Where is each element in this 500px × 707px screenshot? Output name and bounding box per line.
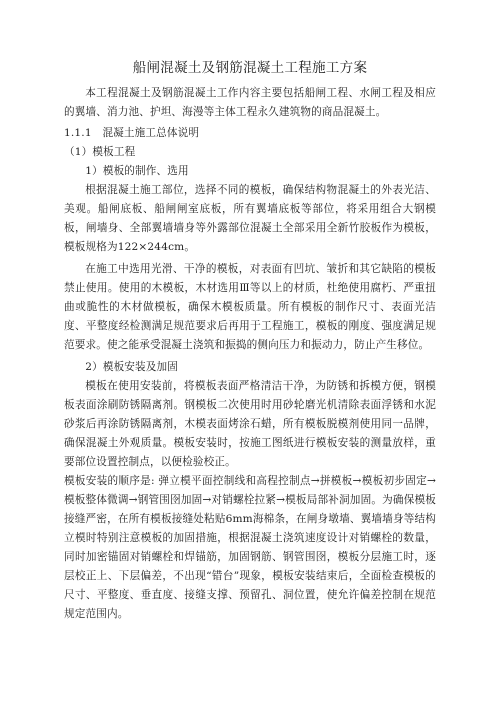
- item1-paragraph-2: 在施工中选用光滑、干净的模板，对表面有凹坑、皱折和其它缺陷的模板禁止使用。使用的木模板，木材选用Ⅲ等以上的材质，杜绝使用腐朽、严重扭曲或脆性的木材做模板，确保木模板质量。所有模板的制作尺寸、表面光洁度、平整度经检测满足规范要求后再用于工程施工，模板的刚度、强度满足规范要求。使之能承受混凝土浇筑和振捣的侧向压力和振动力，防止产生移位。: [64, 263, 436, 351]
- item1-heading: 1）模板的制作、选用: [85, 165, 189, 177]
- section-heading: 1.1.1 混凝土施工总体说明: [64, 127, 200, 139]
- intro-paragraph: 本工程混凝土及钢筋混凝土工作内容主要包括船闸工程、水闸工程及相应的翼墙、消力池、护坦、海漫等主体工程永久建筑物的商品混凝土。: [64, 87, 436, 118]
- part1-heading: （1）模板工程: [64, 146, 136, 158]
- item2-paragraph-2: 模板安装的顺序是: 弹立模平面控制线和高程控制点→拼模板→模板初步固定→模板整体微调→钢管围囹加固→对销螺栓拉紧→模板局部补洞加固。为确保模板接缝严密，在所有模板接缝处粘贴6mm海棉条，在闸身墩墙、翼墙墙身等结构立模时特别注意模板的加固措施，根据混凝土浇筑速度设计对销螺栓的数量，同时加密锚固对销螺栓和焊锚筋，加固钢筋、钢管围囹，模板分层施工时，逐层校正上、下层偏差，不出现“错台”现象，模板安装结束后，全面检查模板的尺寸、平整度、垂直度、接缝支撑、预留孔、洞位置，使允许偏差控制在规范规定范围内。: [64, 475, 436, 620]
- item1-paragraph-1: 根据混凝土施工部位，选择不同的模板，确保结构物混凝土的外表光洁、美观。船闸底板、船闸闸室底板，所有翼墙底板等部位，将采用组合大钢模板，闸墙身、全部翼墙墙身等外露部位混凝土全部采用全新竹胶板作为模板，模板规格为122×244cm。: [64, 184, 436, 253]
- item2-paragraph-1: 模板在使用安装前，将模板表面严格清洁干净，为防锈和拆模方便，钢模板表面涂刷防锈隔离剂。钢模板二次使用时用砂轮磨光机清除表面浮锈和水泥砂浆后再涂防锈隔离剂，木模表面烤涂石蜡，所有模板脱模剂使用同一品牌，确保混凝土外观质量。模板安装时，按施工图纸进行模板安装的测量放样，重要部位设置控制点，以便检验校正。: [64, 380, 436, 468]
- document-title: 船闸混凝土及钢筋混凝土工程施工方案: [132, 60, 368, 76]
- item2-heading: 2）模板安装及加固: [85, 361, 179, 373]
